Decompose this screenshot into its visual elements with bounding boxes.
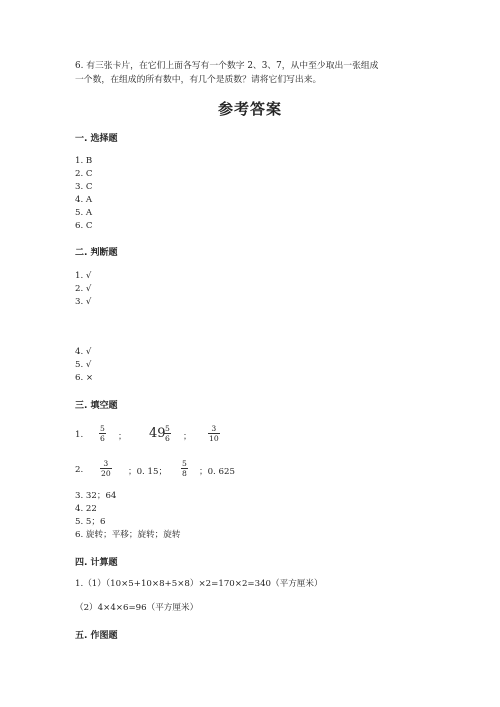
judge-answer-3: 3. √ [75,297,92,307]
judge-answer-5: 5. √ [75,360,92,370]
fraction-denominator: 6 [165,434,170,443]
fill-answer-5: 5. 5；6 [75,517,106,527]
fraction-numerator: 3 [103,459,109,468]
intro-line-2: 一个数，在组成的所有数中，有几个是质数？请将它们写出来。 [75,75,322,85]
choice-answer-2: 2. C [75,169,93,179]
fraction-denominator: 8 [182,469,187,478]
fill-q2-end-text: ；0. 625 [199,467,235,477]
choice-answer-3: 3. C [75,182,93,192]
fill-answer-3: 3. 32；64 [75,491,117,501]
judge-answer-4: 4. √ [75,347,92,357]
fill-q1-mixed-whole: 49 [149,426,166,441]
fraction-denominator: 20 [101,469,111,478]
fraction-numerator: 5 [165,424,170,433]
judge-answer-6: 6. × [75,373,94,383]
fill-q2-label: 2. [75,465,84,475]
fill-answer-4: 4. 22 [75,504,97,514]
fraction-numerator: 5 [100,424,105,433]
fill-q2-fraction-1 [100,459,112,478]
fill-q1-mixed-fraction [164,424,171,443]
intro-question [75,59,435,87]
intro-line-1: 6. 有三张卡片，在它们上面各写有一个数字 2、3、7，从中至少取出一张组成 [75,61,379,71]
calc-answer-2: （2）4×4×6=96（平方厘米） [75,603,199,613]
fill-answer-6: 6. 旋转；平移；旋转；旋转 [75,530,181,540]
fill-q1-label: 1. [75,430,84,440]
fraction-numerator: 5 [182,459,187,468]
section-fill-heading: 三. 填空题 [75,401,118,411]
fraction-numerator: 3 [211,424,217,433]
choice-answer-6: 6. C [75,221,93,231]
choice-answer-5: 5. A [75,208,93,218]
fill-q2-fraction-2 [181,459,188,478]
fill-q2-middle-text: ；0. 15； [128,467,168,477]
choice-answer-4: 4. A [75,195,93,205]
section-draw-heading: 五. 作图题 [75,631,118,641]
fill-q1-fraction-1 [99,424,106,443]
fill-q1-separator-2: ； [183,432,192,442]
section-judge-heading: 二. 判断题 [75,248,118,258]
judge-answer-1: 1. √ [75,271,92,281]
judge-answer-2: 2. √ [75,284,92,294]
calc-answer-1: 1.（1）（10×5+10×8+5×8）×2=170×2=340（平方厘米） [75,579,323,589]
fill-q1-separator-1: ； [118,432,127,442]
fraction-denominator: 10 [209,434,219,443]
fill-q1-fraction-3 [208,424,220,443]
choice-answer-1: 1. B [75,156,93,166]
page-title: 参考答案 [217,100,282,118]
section-choice-heading: 一. 选择题 [75,134,118,144]
fraction-denominator: 6 [100,434,105,443]
section-calc-heading: 四. 计算题 [75,558,118,568]
